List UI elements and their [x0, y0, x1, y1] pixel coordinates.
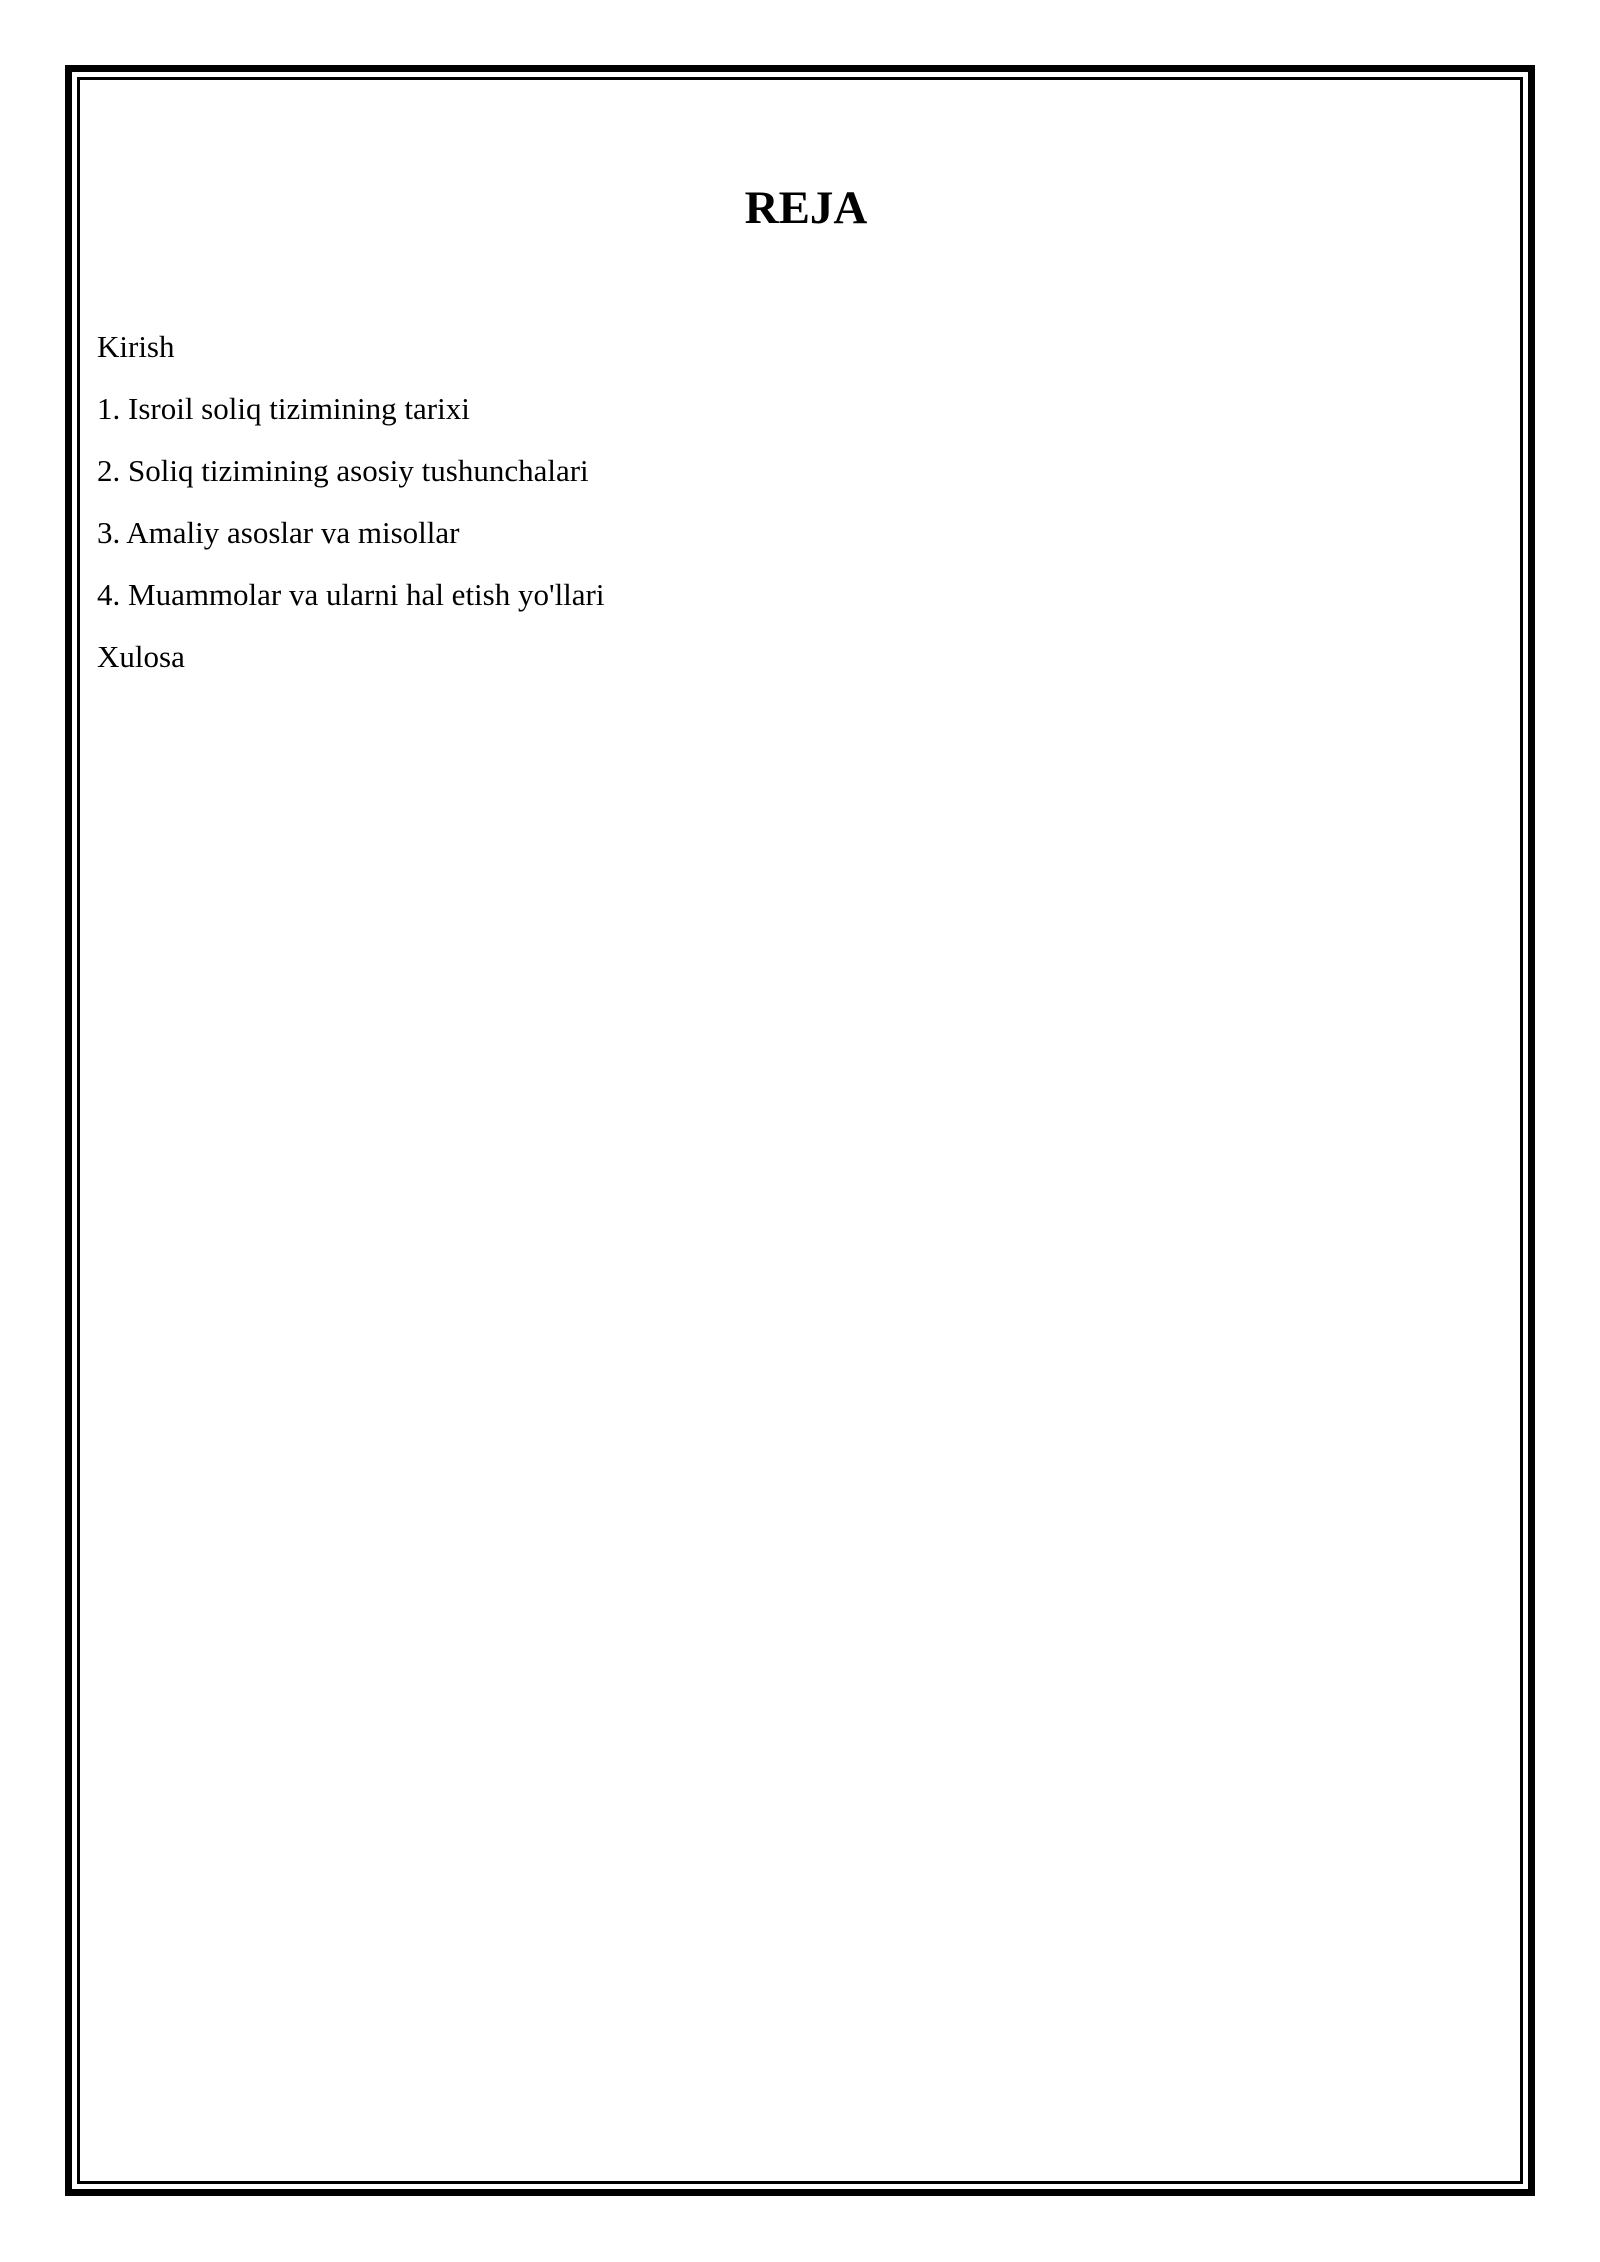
outline-item-introduction: Kirish	[97, 329, 175, 364]
page-title: REJA	[744, 182, 868, 234]
plan-outline	[97, 316, 605, 688]
page-content	[97, 170, 1503, 674]
outline-item-conclusion: Xulosa	[97, 639, 185, 674]
outline-item-1: 1. Isroil soliq tizimining tarixi	[97, 391, 470, 426]
outline-item-3: 3. Amaliy asoslar va misollar	[97, 515, 460, 550]
outline-item-4: 4. Muammolar va ularni hal etish yo'llari	[97, 577, 605, 612]
outline-item-2: 2. Soliq tizimining asosiy tushunchalari	[97, 453, 589, 488]
